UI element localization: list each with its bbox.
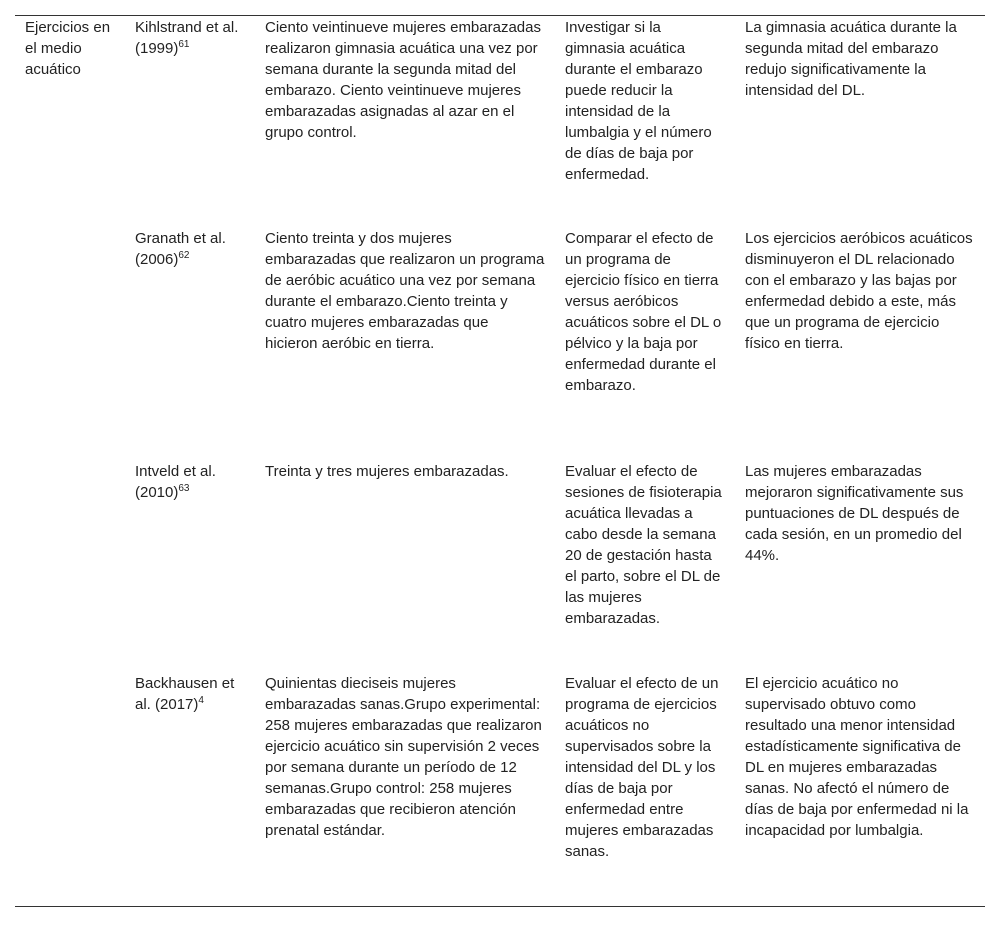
results-cell: La gimnasia acuática durante la segunda mitad del embarazo redujo significativamente la intensidad del DL. [745,19,957,99]
reference-number: 62 [178,250,190,261]
studies-table [15,15,985,907]
category-cell-empty [15,673,125,906]
author-cell [125,461,255,673]
author-cell [125,228,255,461]
reference-number: 63 [178,483,190,494]
category-cell-empty [15,228,125,461]
objective-cell: Evaluar el efecto de un programa de ejercicios acuáticos no supervisados sobre la intensidad del DL y los días de baja por enfermedad entre mujeres embarazadas sanas. [565,675,719,860]
participants-cell: Ciento veintinueve mujeres embarazadas realizaron gimnasia acuática una vez por semana durante la segunda mitad del embarazo. Ciento veintinueve mujeres embarazadas asignadas al azar en el grupo control. [265,19,541,141]
participants-cell: Ciento treinta y dos mujeres embarazadas que realizaron un programa de aeróbic acuático una vez por semana durante el embarazo.Ciento treinta y cuatro mujeres embarazadas que hicieron aeróbic en tierra. [265,230,545,352]
category-cell: Ejercicios en el medio acuático [25,19,111,78]
participants-cell: Quinientas dieciseis mujeres embarazadas sanas.Grupo experimental: 258 mujeres embarazadas que realizaron ejercicio acuático sin supervisión 2 veces por semana durante un período de 12 semanas.Grupo control: 258 mujeres embarazadas que recibieron atención prenatal estándar. [265,675,542,839]
author-cell [125,16,255,228]
author-cell [125,673,255,906]
table-row [15,16,985,228]
table-row [15,228,985,461]
results-cell: Los ejercicios aeróbicos acuáticos disminuyeron el DL relacionado con el embarazo y las bajas por enfermedad debido a este, más que un programa de ejercicio físico en tierra. [745,230,973,352]
participants-cell: Treinta y tres mujeres embarazadas. [265,463,509,480]
author-text: Backhausen et al. (2017) [135,675,235,713]
objective-cell: Investigar si la gimnasia acuática durante el embarazo puede reducir la intensidad de la lumbalgia y el número de días de baja por enfermedad. [565,19,712,183]
author-text: Granath et al. (2006) [135,230,226,268]
table-row [15,461,985,673]
results-cell: Las mujeres embarazadas mejoraron significativamente sus puntuaciones de DL después de cada sesión, en un promedio del 44%. [745,463,964,564]
objective-cell: Comparar el efecto de un programa de ejercicio físico en tierra versus aeróbicos acuáticos sobre el DL o pélvico y la baja por enfermedad durante el embarazo. [565,230,722,394]
table-row [15,673,985,906]
results-cell: El ejercicio acuático no supervisado obtuvo como resultado una menor intensidad estadísticamente significativa de DL en mujeres embarazadas sanas. No afectó el número de días de baja por enfermedad ni la incapacidad por lumbalgia. [745,675,969,839]
reference-number: 61 [178,39,190,50]
objective-cell: Evaluar el efecto de sesiones de fisioterapia acuática llevadas a cabo desde la semana 20 de gestación hasta el parto, sobre el DL de las mujeres embarazadas. [565,463,722,627]
author-text: Intveld et al. (2010) [135,463,216,501]
reference-number: 4 [198,695,204,706]
category-cell-empty [15,461,125,673]
author-text: Kihlstrand et al. (1999) [135,19,239,57]
